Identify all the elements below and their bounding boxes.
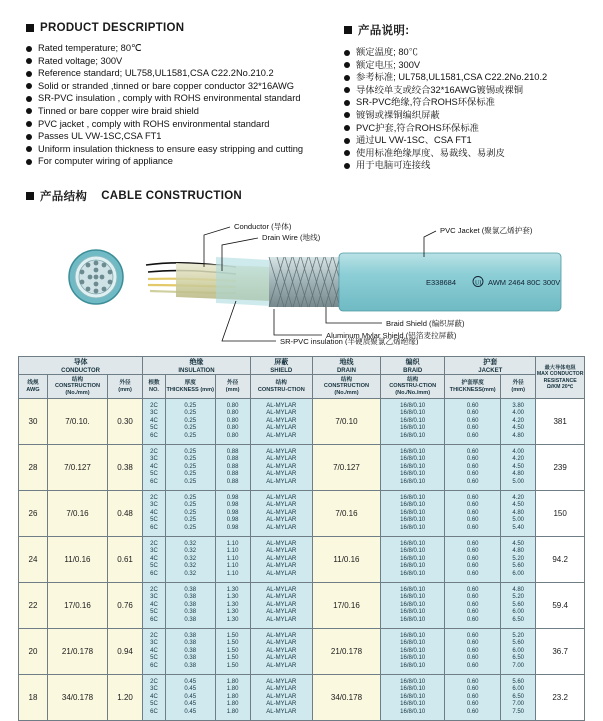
cell-jacket-thickness: 0.60 0.60 0.60 0.60 0.60 bbox=[445, 629, 501, 675]
col-header-conductor-construction: 结构 CONSTRUCTION (No./mm) bbox=[47, 375, 107, 399]
cell-drain-construction: 7/0.16 bbox=[312, 491, 380, 537]
bullet-dot-icon bbox=[344, 150, 350, 156]
square-bullet-icon bbox=[344, 26, 352, 34]
cell-conductor-diameter: 0.76 bbox=[107, 583, 142, 629]
bullet-dot-icon bbox=[26, 121, 32, 127]
cell-jacket-diameter: 5.20 5.60 6.00 6.50 7.00 bbox=[501, 629, 536, 675]
table-row bbox=[19, 399, 585, 445]
cell-jacket-diameter: 3.80 4.00 4.20 4.50 4.80 bbox=[501, 399, 536, 445]
callout-mylar-shield: Aluminum Mylar Shield (铝箔麦拉屏蔽) bbox=[326, 331, 457, 340]
cell-braid-construction: 16/8/0.10 16/8/0.10 16/8/0.10 16/8/0.10 16/8/0.10 bbox=[381, 445, 445, 491]
bullet-dot-icon bbox=[26, 71, 32, 77]
cell-conductor-construction: 34/0.178 bbox=[47, 675, 107, 721]
bullet-dot-icon bbox=[344, 50, 350, 56]
cell-awg: 28 bbox=[19, 445, 48, 491]
list-item: 额定电压; 300V bbox=[344, 59, 578, 72]
cell-awg: 22 bbox=[19, 583, 48, 629]
col-header-insulation-dia: 外径 (mm) bbox=[215, 375, 250, 399]
group-header-jacket: 护套 JACKET bbox=[445, 357, 536, 375]
bullet-dot-icon bbox=[344, 138, 350, 144]
cell-conductor-diameter: 1.20 bbox=[107, 675, 142, 721]
cell-drain-construction: 34/0.178 bbox=[312, 675, 380, 721]
cell-shield-construction: AL-MYLAR AL-MYLAR AL-MYLAR AL-MYLAR AL-MYLAR bbox=[250, 675, 312, 721]
bullet-dot-icon bbox=[26, 58, 32, 64]
cell-conductor-construction: 17/0.16 bbox=[47, 583, 107, 629]
bullet-dot-icon bbox=[26, 146, 32, 152]
col-header-drain-construction: 结构 CONSTRUCTION (No./mm) bbox=[312, 375, 380, 399]
list-item: 通过UL VW-1SC、CSA FT1 bbox=[344, 134, 578, 147]
cell-jacket-diameter: 4.80 5.20 5.60 6.00 6.50 bbox=[501, 583, 536, 629]
cell-drain-construction: 11/0.16 bbox=[312, 537, 380, 583]
cell-insulation-thickness: 0.25 0.25 0.25 0.25 0.25 bbox=[165, 445, 215, 491]
cell-max-resistance: 23.2 bbox=[536, 675, 585, 721]
cell-insulation-thickness: 0.45 0.45 0.45 0.45 0.45 bbox=[165, 675, 215, 721]
col-header-jacket-thickness: 护套厚度 THICKNESS(mm) bbox=[445, 375, 501, 399]
description-chinese-column bbox=[344, 22, 578, 172]
cell-conductor-construction: 21/0.178 bbox=[47, 629, 107, 675]
group-header-braid: 编织 BRAID bbox=[381, 357, 445, 375]
cable-diagram-svg bbox=[26, 205, 578, 345]
cable-print-text: E338684 bbox=[426, 278, 457, 287]
cell-jacket-diameter: 5.60 6.00 6.50 7.00 7.50 bbox=[501, 675, 536, 721]
cell-conductor-construction: 7/0.10. bbox=[47, 399, 107, 445]
cell-awg: 20 bbox=[19, 629, 48, 675]
specification-table-container bbox=[18, 356, 585, 721]
bullet-dot-icon bbox=[344, 62, 350, 68]
callout-pvc-jacket: PVC Jacket (聚氯乙烯护套) bbox=[440, 226, 533, 235]
list-item: Tinned or bare copper wire braid shield bbox=[26, 105, 326, 118]
product-description-title-en: PRODUCT DESCRIPTION bbox=[40, 22, 185, 34]
cell-insulation-diameter: 1.50 1.50 1.50 1.50 1.50 bbox=[215, 629, 250, 675]
list-item: 参考标准; UL758,UL1581,CSA C22.2No.210.2 bbox=[344, 71, 578, 84]
col-header-insulation-thickness: 厚度 THICKNESS (mm) bbox=[165, 375, 215, 399]
table-row bbox=[19, 629, 585, 675]
list-item: SR-PVC insulation , comply with ROHS environmental standard bbox=[26, 92, 326, 105]
cable-cross-section-icon bbox=[69, 250, 123, 304]
cell-max-resistance: 150 bbox=[536, 491, 585, 537]
table-row bbox=[19, 445, 585, 491]
cell-shield-construction: AL-MYLAR AL-MYLAR AL-MYLAR AL-MYLAR AL-MYLAR bbox=[250, 537, 312, 583]
cell-shield-construction: AL-MYLAR AL-MYLAR AL-MYLAR AL-MYLAR AL-MYLAR bbox=[250, 629, 312, 675]
cell-drain-construction: 7/0.127 bbox=[312, 445, 380, 491]
product-description-heading-en bbox=[26, 22, 326, 34]
cell-core-count: 2C 3C 4C 5C 6C bbox=[143, 491, 166, 537]
description-list-cn bbox=[344, 46, 578, 172]
cell-drain-construction: 21/0.178 bbox=[312, 629, 380, 675]
list-item: Rated temperature; 80℃ bbox=[26, 42, 326, 55]
description-section bbox=[26, 22, 578, 172]
cell-insulation-thickness: 0.38 0.38 0.38 0.38 0.38 bbox=[165, 583, 215, 629]
col-header-jacket-dia: 外径 (mm) bbox=[501, 375, 536, 399]
cell-max-resistance: 36.7 bbox=[536, 629, 585, 675]
callout-braid-shield: Braid Shield (编织屏蔽) bbox=[386, 319, 465, 328]
cell-insulation-thickness: 0.32 0.32 0.32 0.32 0.32 bbox=[165, 537, 215, 583]
cell-core-count: 2C 3C 4C 5C 6C bbox=[143, 583, 166, 629]
cell-shield-construction: AL-MYLAR AL-MYLAR AL-MYLAR AL-MYLAR AL-MYLAR bbox=[250, 399, 312, 445]
cell-awg: 18 bbox=[19, 675, 48, 721]
table-body bbox=[19, 399, 585, 721]
bullet-dot-icon bbox=[26, 108, 32, 114]
col-header-cores: 根数 NO. bbox=[143, 375, 166, 399]
bullet-dot-icon bbox=[344, 125, 350, 131]
group-header-conductor: 导体 CONDUCTOR bbox=[19, 357, 143, 375]
cell-jacket-thickness: 0.60 0.60 0.60 0.60 0.60 bbox=[445, 675, 501, 721]
cell-jacket-thickness: 0.60 0.60 0.60 0.60 0.60 bbox=[445, 445, 501, 491]
bullet-dot-icon bbox=[344, 87, 350, 93]
cell-insulation-diameter: 0.88 0.88 0.88 0.88 0.88 bbox=[215, 445, 250, 491]
bullet-dot-icon bbox=[26, 46, 32, 52]
product-description-title-cn: 产品说明: bbox=[358, 25, 410, 37]
cell-insulation-diameter: 0.98 0.98 0.98 0.98 0.98 bbox=[215, 491, 250, 537]
cell-braid-construction: 16/8/0.10 16/8/0.10 16/8/0.10 16/8/0.10 16/8/0.10 bbox=[381, 629, 445, 675]
cell-conductor-diameter: 0.94 bbox=[107, 629, 142, 675]
table-column-header-row bbox=[19, 375, 585, 399]
cell-braid-construction: 16/8/0.10 16/8/0.10 16/8/0.10 16/8/0.10 16/8/0.10 bbox=[381, 583, 445, 629]
group-header-drain: 地线 DRAIN bbox=[312, 357, 380, 375]
cell-insulation-thickness: 0.38 0.38 0.38 0.38 0.38 bbox=[165, 629, 215, 675]
bullet-dot-icon bbox=[26, 96, 32, 102]
description-list-en bbox=[26, 42, 326, 168]
col-header-conductor-dia: 外径 (mm) bbox=[107, 375, 142, 399]
cell-jacket-diameter: 4.50 4.80 5.20 5.60 6.00 bbox=[501, 537, 536, 583]
cell-drain-construction: 17/0.16 bbox=[312, 583, 380, 629]
cell-insulation-diameter: 1.10 1.10 1.10 1.10 1.10 bbox=[215, 537, 250, 583]
col-header-shield-construction: 结构 CONSTRU-CTION bbox=[250, 375, 312, 399]
cell-core-count: 2C 3C 4C 5C 6C bbox=[143, 675, 166, 721]
list-item: 导体绞单支或绞合32*16AWG镀锡或裸铜 bbox=[344, 84, 578, 97]
cell-braid-construction: 16/8/0.10 16/8/0.10 16/8/0.10 16/8/0.10 16/8/0.10 bbox=[381, 399, 445, 445]
list-item: 额定温度; 80℃ bbox=[344, 46, 578, 59]
cell-awg: 26 bbox=[19, 491, 48, 537]
list-item: 用于电脑可连接线 bbox=[344, 159, 578, 172]
cell-conductor-construction: 11/0.16 bbox=[47, 537, 107, 583]
list-item: 使用标准绝缘厚度、易裁线、易剥皮 bbox=[344, 147, 578, 160]
cell-shield-construction: AL-MYLAR AL-MYLAR AL-MYLAR AL-MYLAR AL-MYLAR bbox=[250, 445, 312, 491]
cell-conductor-diameter: 0.38 bbox=[107, 445, 142, 491]
cell-braid-construction: 16/8/0.10 16/8/0.10 16/8/0.10 16/8/0.10 16/8/0.10 bbox=[381, 491, 445, 537]
square-bullet-icon bbox=[26, 24, 34, 32]
cell-awg: 30 bbox=[19, 399, 48, 445]
cable-construction-diagram bbox=[26, 205, 578, 345]
cell-jacket-thickness: 0.60 0.60 0.60 0.60 0.60 bbox=[445, 537, 501, 583]
table-row bbox=[19, 583, 585, 629]
bullet-dot-icon bbox=[26, 159, 32, 165]
cell-core-count: 2C 3C 4C 5C 6C bbox=[143, 629, 166, 675]
group-header-insulation: 绝缘 INSULATION bbox=[143, 357, 251, 375]
cell-jacket-diameter: 4.00 4.20 4.50 4.80 5.00 bbox=[501, 445, 536, 491]
cell-jacket-thickness: 0.60 0.60 0.60 0.60 0.60 bbox=[445, 491, 501, 537]
table-row bbox=[19, 491, 585, 537]
callout-drain-wire: Drain Wire (地线) bbox=[262, 233, 321, 242]
bullet-dot-icon bbox=[344, 163, 350, 169]
cell-insulation-thickness: 0.25 0.25 0.25 0.25 0.25 bbox=[165, 491, 215, 537]
group-header-resistance: 最大导体电阻 MAX CONDUCTOR RESISTANCE Ω/KM 20℃ bbox=[536, 357, 585, 399]
list-item: Uniform insulation thickness to ensure easy stripping and cutting bbox=[26, 143, 326, 156]
specification-table bbox=[18, 356, 585, 721]
table-group-header-row bbox=[19, 357, 585, 375]
callout-sr-pvc-insulation: SR-PVC insulation (半硬质聚氯乙烯绝缘) bbox=[280, 337, 419, 345]
description-english-column bbox=[26, 22, 326, 172]
list-item: Reference standard; UL758,UL1581,CSA C22.2No.210.2 bbox=[26, 67, 326, 80]
col-header-awg: 线规 AWG bbox=[19, 375, 48, 399]
cell-insulation-diameter: 0.80 0.80 0.80 0.80 0.80 bbox=[215, 399, 250, 445]
list-item: Solid or stranded ,tinned or bare copper conductor 32*16AWG bbox=[26, 80, 326, 93]
cell-shield-construction: AL-MYLAR AL-MYLAR AL-MYLAR AL-MYLAR AL-MYLAR bbox=[250, 491, 312, 537]
bullet-dot-icon bbox=[26, 134, 32, 140]
product-description-heading-cn bbox=[344, 22, 578, 38]
group-header-shield: 屏蔽 SHIELD bbox=[250, 357, 312, 375]
cell-drain-construction: 7/0.10 bbox=[312, 399, 380, 445]
bullet-dot-icon bbox=[344, 112, 350, 118]
cell-braid-construction: 16/8/0.10 16/8/0.10 16/8/0.10 16/8/0.10 16/8/0.10 bbox=[381, 675, 445, 721]
cell-insulation-diameter: 1.30 1.30 1.30 1.30 1.30 bbox=[215, 583, 250, 629]
list-item: For computer wiring of appliance bbox=[26, 155, 326, 168]
cable-construction-heading bbox=[26, 188, 242, 204]
cell-max-resistance: 381 bbox=[536, 399, 585, 445]
list-item: Passes UL VW-1SC,CSA FT1 bbox=[26, 130, 326, 143]
list-item: SR-PVC绝缘,符合ROHS环保标准 bbox=[344, 96, 578, 109]
cell-jacket-thickness: 0.60 0.60 0.60 0.60 0.60 bbox=[445, 583, 501, 629]
col-header-braid-construction: 结构 CONSTRU-CTION (No./No./mm) bbox=[381, 375, 445, 399]
cell-core-count: 2C 3C 4C 5C 6C bbox=[143, 537, 166, 583]
cell-conductor-diameter: 0.48 bbox=[107, 491, 142, 537]
cell-conductor-diameter: 0.61 bbox=[107, 537, 142, 583]
cell-conductor-diameter: 0.30 bbox=[107, 399, 142, 445]
cell-max-resistance: 239 bbox=[536, 445, 585, 491]
cell-insulation-thickness: 0.25 0.25 0.25 0.25 0.25 bbox=[165, 399, 215, 445]
cell-insulation-diameter: 1.80 1.80 1.80 1.80 1.80 bbox=[215, 675, 250, 721]
cell-braid-construction: 16/8/0.10 16/8/0.10 16/8/0.10 16/8/0.10 16/8/0.10 bbox=[381, 537, 445, 583]
cell-max-resistance: 59.4 bbox=[536, 583, 585, 629]
svg-text:UL: UL bbox=[475, 280, 483, 287]
cell-jacket-thickness: 0.60 0.60 0.60 0.60 0.60 bbox=[445, 399, 501, 445]
svg-text:AWM 2464 80C 300V: AWM 2464 80C 300V bbox=[488, 278, 561, 287]
list-item: PVC jacket , comply with ROHS environmental standard bbox=[26, 118, 326, 131]
bullet-dot-icon bbox=[344, 75, 350, 81]
list-item: PVC护套,符合ROHS环保标准 bbox=[344, 122, 578, 135]
bullet-dot-icon bbox=[344, 100, 350, 106]
cell-core-count: 2C 3C 4C 5C 6C bbox=[143, 445, 166, 491]
cable-construction-title-en: CABLE CONSTRUCTION bbox=[101, 190, 243, 202]
braid-shield-layer bbox=[269, 257, 348, 307]
bullet-dot-icon bbox=[26, 83, 32, 89]
cell-core-count: 2C 3C 4C 5C 6C bbox=[143, 399, 166, 445]
list-item: Rated voltage; 300V bbox=[26, 55, 326, 68]
cell-shield-construction: AL-MYLAR AL-MYLAR AL-MYLAR AL-MYLAR AL-MYLAR bbox=[250, 583, 312, 629]
cell-awg: 24 bbox=[19, 537, 48, 583]
cell-conductor-construction: 7/0.127 bbox=[47, 445, 107, 491]
cable-construction-title-cn: 产品结构 bbox=[40, 191, 88, 203]
cell-max-resistance: 94.2 bbox=[536, 537, 585, 583]
cell-conductor-construction: 7/0.16 bbox=[47, 491, 107, 537]
callout-conductor: Conductor (导体) bbox=[234, 222, 292, 231]
list-item: 镀锡或裸铜编织屏蔽 bbox=[344, 109, 578, 122]
cell-jacket-diameter: 4.20 4.50 4.80 5.00 5.40 bbox=[501, 491, 536, 537]
table-row bbox=[19, 537, 585, 583]
square-bullet-icon bbox=[26, 192, 34, 200]
